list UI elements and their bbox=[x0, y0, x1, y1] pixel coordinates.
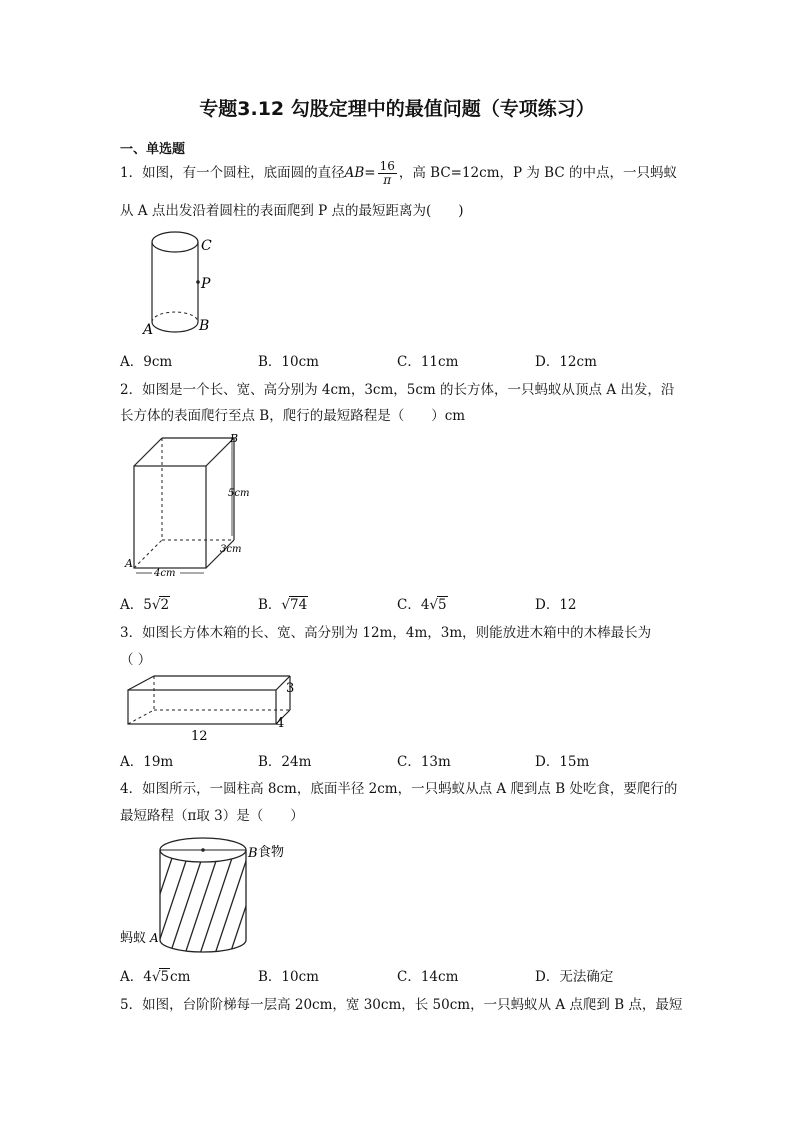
q4-option-a: A．4√5cm bbox=[120, 969, 191, 985]
q3-option-b: B．24m bbox=[258, 754, 312, 770]
q4-label-food: 食物 bbox=[258, 845, 285, 860]
q4-option-c: C．14cm bbox=[397, 969, 459, 985]
q2-option-d: D．12 bbox=[535, 597, 577, 613]
q2-label-width: 3cm bbox=[220, 544, 242, 555]
q1-option-a: A．9cm bbox=[120, 354, 173, 370]
q1-frac-den: π bbox=[383, 173, 392, 187]
q1-label-c: C bbox=[201, 238, 212, 254]
q2-option-b: B．√74 bbox=[258, 597, 308, 613]
q3-option-a: A．19m bbox=[120, 754, 174, 770]
q3-box-figure bbox=[122, 672, 302, 744]
q1-option-d: D．12cm bbox=[535, 354, 597, 370]
q2-line2: 长方体的表面爬行至点 B，爬行的最短路程是（ ）cm bbox=[120, 408, 466, 424]
q2-label-length: 4cm bbox=[154, 568, 176, 578]
q2-opt-c-radicand: 5 bbox=[438, 597, 447, 613]
q2-line1: 2．如图是一个长、宽、高分别为 4cm，3cm，5cm 的长方体，一只蚂蚁从顶点 A 出发，沿 bbox=[120, 382, 675, 398]
q4-option-d: D．无法确定 bbox=[535, 969, 614, 985]
q2-option-a: A．5√2 bbox=[120, 597, 170, 613]
q4-opt-a-text: A．4 bbox=[120, 969, 152, 985]
q2-opt-a-text: A．5 bbox=[120, 597, 152, 613]
q1-text-b: ，高 BC=12cm，P 为 BC 的中点，一只蚂蚁 bbox=[398, 165, 677, 181]
q2-label-b: B bbox=[230, 432, 239, 445]
q4-label-a: A bbox=[150, 931, 159, 945]
q1-text-a: 1．如图，有一个圆柱，底面圆的直径 bbox=[120, 165, 345, 181]
q3-label-height: 3 bbox=[286, 681, 295, 696]
q2-cuboid-figure bbox=[124, 430, 254, 578]
q2-opt-a-radicand: 2 bbox=[160, 597, 170, 613]
q5-line1: 5．如图，台阶阶梯每一层高 20cm，宽 30cm，长 50cm，一只蚂蚁从 A 点爬到 B 点，最短 bbox=[120, 997, 683, 1013]
q1-option-c: C．11cm bbox=[397, 354, 459, 370]
q3-line2: （ ） bbox=[120, 652, 152, 668]
q1-label-a: A bbox=[143, 322, 154, 338]
q1-line1 bbox=[120, 160, 677, 187]
section-heading: 一、单选题 bbox=[120, 142, 186, 157]
q2-option-c: C．4√5 bbox=[397, 597, 447, 613]
q3-label-length: 12 bbox=[191, 729, 208, 744]
q2-label-a: A bbox=[125, 557, 133, 570]
q3-option-c: C．13m bbox=[397, 754, 451, 770]
q4-opt-a-unit: cm bbox=[170, 969, 191, 985]
page-title: 专题3.12 勾股定理中的最值问题（专项练习） bbox=[199, 98, 595, 120]
q4-line1: 4．如图所示，一圆柱高 8cm，底面半径 2cm，一只蚂蚁从点 A 爬到点 B 处吃食，要爬行的 bbox=[120, 781, 678, 797]
q2-opt-b-text: B． bbox=[258, 597, 282, 613]
q1-label-p: P bbox=[201, 276, 211, 292]
q1-cylinder-figure bbox=[140, 228, 230, 340]
q4-opt-a-radicand: 5 bbox=[160, 969, 170, 985]
q4-label-ant: 蚂蚁 bbox=[120, 931, 147, 946]
q3-option-d: D．15m bbox=[535, 754, 590, 770]
q3-label-width: 4 bbox=[276, 716, 285, 731]
q4-label-b: B bbox=[248, 846, 258, 861]
q4-line2: 最短路程（π取 3）是（ ） bbox=[120, 808, 304, 824]
q4-option-b: B．10cm bbox=[258, 969, 319, 985]
q3-line1: 3．如图长方体木箱的长、宽、高分别为 12m，4m，3m，则能放进木箱中的木棒最长为 bbox=[120, 625, 652, 641]
q1-ab: AB= bbox=[344, 165, 376, 181]
q2-label-height: 5cm bbox=[228, 488, 250, 499]
q1-line2: 从 A 点出发沿着圆柱的表面爬到 P 点的最短距离为( ) bbox=[120, 203, 464, 219]
q2-opt-b-radicand: 74 bbox=[290, 597, 308, 613]
q2-opt-c-text: C．4 bbox=[397, 597, 430, 613]
q1-label-b: B bbox=[199, 318, 210, 334]
q1-option-b: B．10cm bbox=[258, 354, 319, 370]
q1-fraction bbox=[378, 160, 397, 187]
q4-cylinder-figure bbox=[118, 830, 298, 958]
q1-frac-num: 16 bbox=[379, 159, 395, 173]
